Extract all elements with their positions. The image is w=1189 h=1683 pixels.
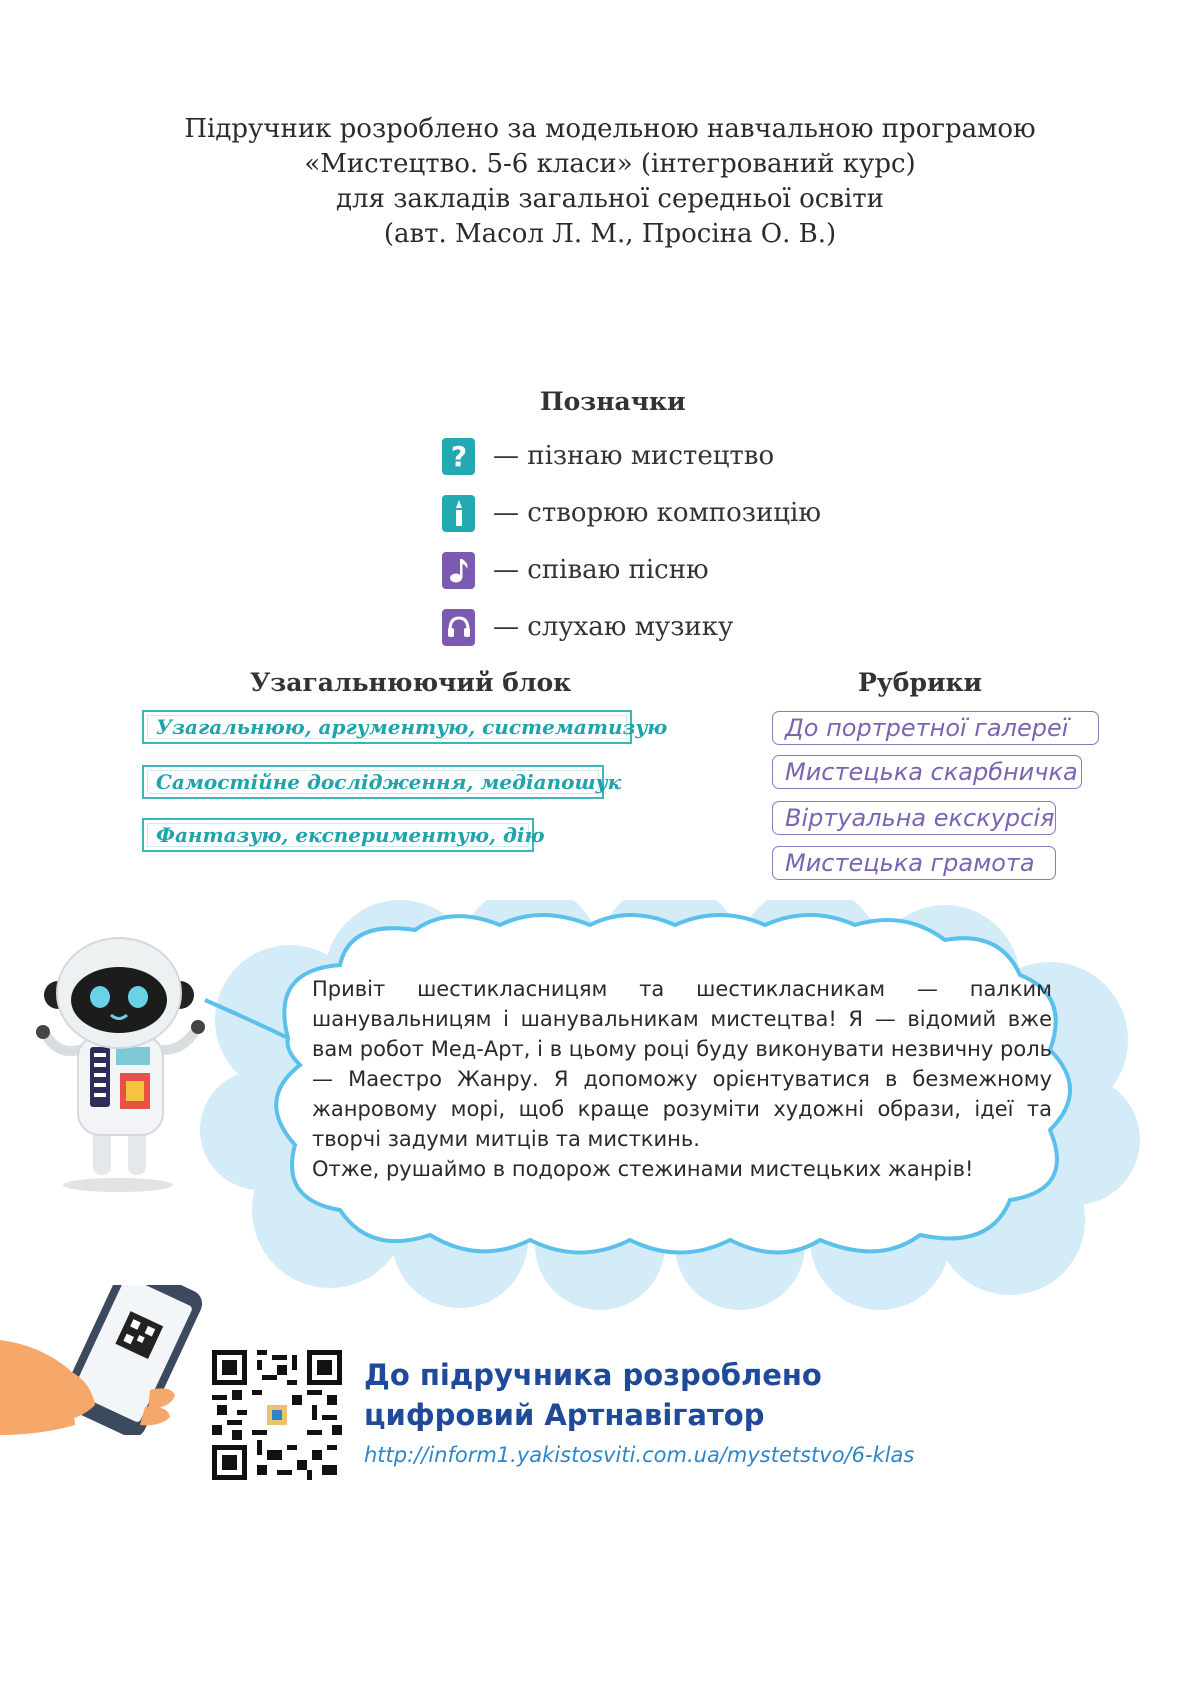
legend-label: — пізнаю мистецтво (493, 441, 775, 471)
rubric-box: Мистецька скарбничка (772, 755, 1082, 789)
legend-item (442, 607, 733, 647)
intro-line: «Мистецтво. 5-6 класи» (інтегрований курс) (304, 149, 916, 179)
music-note-icon (442, 552, 475, 589)
generalizing-box: Фантазую, експериментую, дію (142, 818, 534, 852)
legend-label: — створюю композицію (493, 498, 821, 528)
legend-item (442, 550, 709, 590)
artnavigator-title (364, 1355, 822, 1435)
bubble-text (312, 974, 1052, 1184)
headphones-icon (442, 609, 475, 646)
bubble-paragraph: Привіт шестикласницям та шестикласникам — палким шанувальницям і шанувальникам мистецтва! Я — відомий вже вам робот Мед-Арт, і в цьому році буду виконувати незвичну роль — Маестро Жанру. Я допоможу орієнтуватися в безмежному жанровому морі, щоб краще розуміти художні образи, ідеї та творчі задуми митців та мисткинь. (312, 977, 1052, 1151)
intro-line: для закладів загальної середньої освіти (336, 184, 884, 214)
qr-code (212, 1350, 342, 1480)
generalizing-title: Узагальнюючий блок (250, 668, 572, 697)
legend-item (442, 493, 821, 533)
artnavigator-line: До підручника розроблено (364, 1358, 822, 1392)
generalizing-box: Узагальнюю, аргументую, систематизую (142, 710, 632, 744)
artnavigator-link[interactable]: http://inform1.yakistosviti.com.ua/mystetstvo/6-klas (364, 1443, 915, 1467)
rubrics-title: Рубрики (858, 668, 983, 697)
generalizing-box: Самостійне дослідження, медіапошук (142, 765, 604, 799)
artnavigator-line: цифровий Артнавігатор (364, 1398, 765, 1432)
intro-text (0, 112, 1189, 252)
bubble-paragraph: Отже, рушаймо в подорож стежинами мистецьких жанрів! (312, 1157, 974, 1181)
phone-hand-illustration (0, 1285, 210, 1435)
intro-line: (авт. Масол Л. М., Просіна О. В.) (383, 219, 837, 249)
svg-text:?: ? (450, 441, 467, 471)
robot-illustration (18, 935, 228, 1195)
legend-label: — співаю пісню (493, 555, 709, 585)
rubric-box: Віртуальна екскурсія (772, 801, 1056, 835)
question-icon (442, 438, 475, 475)
rubric-box: Мистецька грамота (772, 846, 1056, 880)
legend-title: Позначки (540, 387, 686, 416)
intro-line: Підручник розроблено за модельною навчальною програмою (184, 114, 1036, 144)
brush-icon (442, 495, 475, 532)
legend-label: — слухаю музику (493, 612, 734, 642)
rubric-box: До портретної галереї (772, 711, 1099, 745)
legend-item (442, 436, 774, 476)
